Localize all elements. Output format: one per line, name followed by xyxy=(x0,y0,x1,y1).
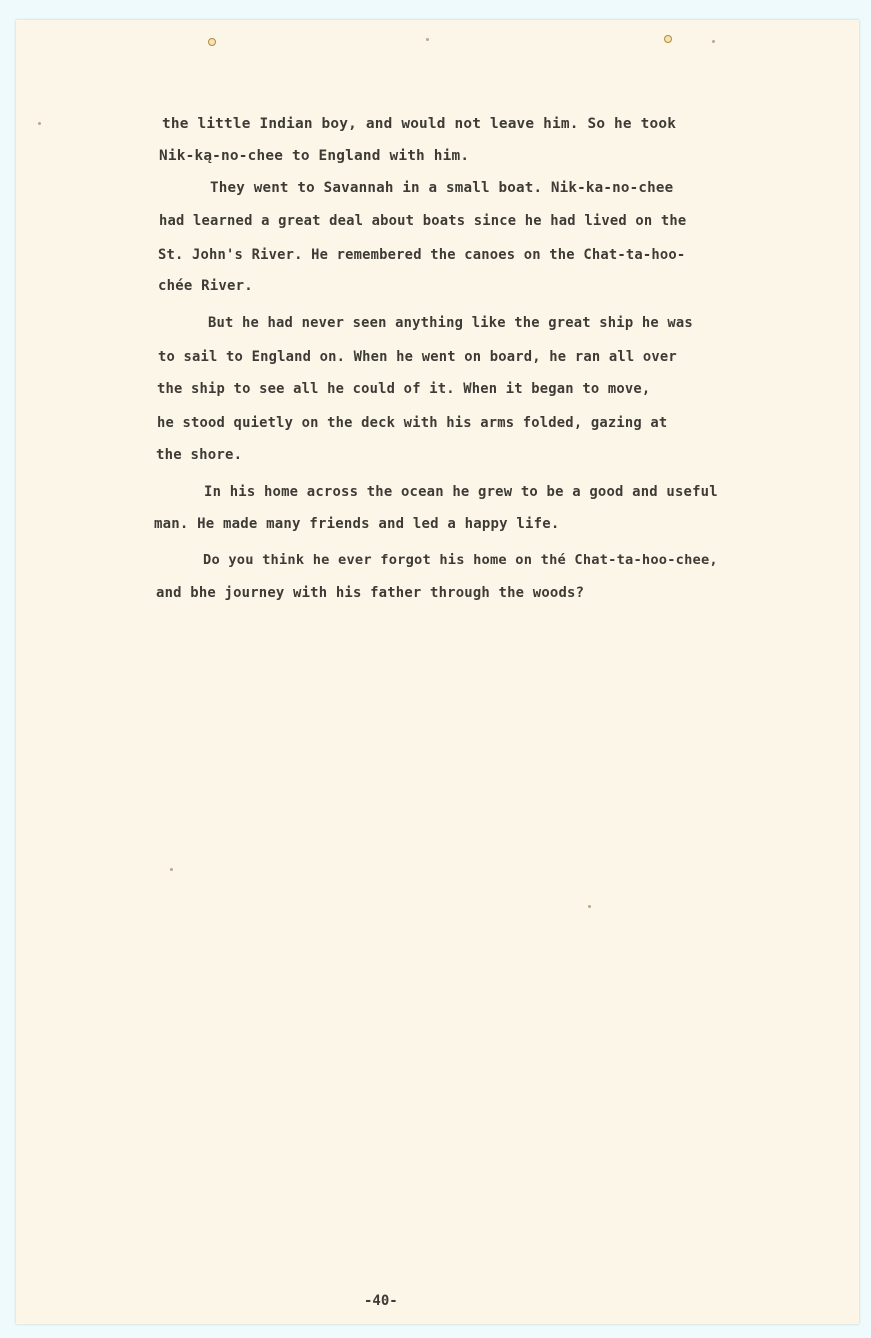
paper-speck xyxy=(426,38,429,41)
text-line-3: They went to Savannah in a small boat. Nik-ka-no-chee xyxy=(210,180,674,196)
paper-speck xyxy=(170,868,173,871)
punch-hole-right xyxy=(664,35,672,43)
text-line-15: and bhe journey with his father through the woods? xyxy=(156,585,585,601)
document-page xyxy=(16,20,859,1324)
text-line-8: to sail to England on. When he went on board, he ran all over xyxy=(158,349,677,365)
text-line-9: the ship to see all he could of it. When it began to move, xyxy=(157,381,651,397)
paper-speck xyxy=(712,40,715,43)
text-line-4: had learned a great deal about boats since he had lived on the xyxy=(159,213,687,229)
punch-hole-left xyxy=(208,38,216,46)
text-line-2: Nik-ką-no-chee to England with him. xyxy=(159,148,470,164)
text-line-12: In his home across the ocean he grew to be a good and useful xyxy=(204,484,718,500)
text-line-14: Do you think he ever forgot his home on thé Chat-ta-hoo-chee, xyxy=(203,552,718,568)
text-line-10: he stood quietly on the deck with his arms folded, gazing at xyxy=(157,415,668,431)
paper-speck xyxy=(38,122,41,125)
paper-speck xyxy=(588,905,591,908)
text-line-6: chée River. xyxy=(158,278,253,294)
page-number: -40- xyxy=(364,1293,398,1309)
text-line-13: man. He made many friends and led a happy life. xyxy=(154,516,560,532)
text-line-11: the shore. xyxy=(156,447,243,463)
text-line-5: St. John's River. He remembered the canoes on the Chat-ta-hoo- xyxy=(158,247,686,263)
text-line-7: But he had never seen anything like the great ship he was xyxy=(208,315,693,331)
text-line-1: the little Indian boy, and would not leave him. So he took xyxy=(162,116,677,132)
